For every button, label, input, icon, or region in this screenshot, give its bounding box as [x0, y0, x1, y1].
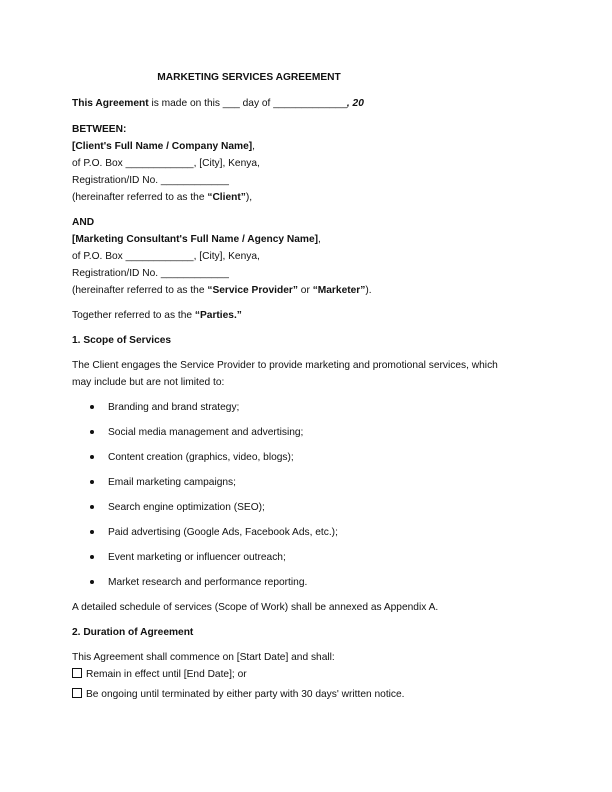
provider-ref-prefix: (hereinafter referred to as the	[72, 285, 208, 296]
provider-reference	[72, 284, 372, 297]
bullet-dot	[90, 430, 94, 434]
intro-text: is made on this ___ day of _____________	[148, 98, 347, 109]
list-item: Email marketing campaigns;	[108, 477, 236, 488]
bullet-dot	[90, 455, 94, 459]
intro-year: , 20	[346, 98, 364, 109]
intro-line	[72, 97, 364, 110]
provider-ref-bold-1: “Service Provider”	[207, 285, 298, 296]
document-title: MARKETING SERVICES AGREEMENT	[157, 72, 341, 83]
provider-registration: Registration/ID No. ____________	[72, 268, 229, 279]
bullet-dot	[90, 555, 94, 559]
bullet-dot	[90, 480, 94, 484]
bullet-dot	[90, 580, 94, 584]
checkbox-icon[interactable]	[72, 688, 82, 698]
client-reference	[72, 191, 252, 204]
provider-name-suffix: ,	[318, 234, 321, 245]
section1-heading: 1. Scope of Services	[72, 335, 172, 346]
section2-heading: 2. Duration of Agreement	[72, 627, 194, 638]
list-item: Search engine optimization (SEO);	[108, 502, 265, 513]
duration-option-2[interactable]	[72, 688, 405, 701]
list-item: Branding and brand strategy;	[108, 402, 240, 413]
client-ref-bold: “Client”	[207, 192, 246, 203]
client-ref-prefix: (hereinafter referred to as the	[72, 192, 208, 203]
intro-bold-lead: This Agreement	[72, 98, 149, 109]
client-ref-suffix: ),	[245, 192, 253, 203]
and-label: AND	[72, 217, 95, 228]
list-item: Content creation (graphics, video, blogs);	[108, 452, 294, 463]
client-po-box: of P.O. Box ____________, [City], Kenya,	[72, 158, 260, 169]
section2-para: This Agreement shall commence on [Start Date] and shall:	[72, 652, 335, 663]
provider-name: [Marketing Consultant's Full Name / Agency Name]	[72, 234, 319, 245]
client-name-suffix: ,	[252, 141, 256, 152]
provider-ref-suffix: ).	[365, 285, 372, 296]
list-item: Social media management and advertising;	[108, 427, 304, 438]
duration-option-1[interactable]	[72, 668, 247, 681]
provider-po-box: of P.O. Box ____________, [City], Kenya,	[72, 251, 260, 262]
list-item: Market research and performance reporting.	[108, 577, 308, 588]
parties-bold: “Parties.”	[194, 310, 242, 321]
client-name-line	[72, 140, 255, 153]
section1-para-line1: The Client engages the Service Provider to provide marketing and promotional services, which	[72, 360, 498, 371]
bullet-dot	[90, 530, 94, 534]
between-label: BETWEEN:	[72, 124, 127, 135]
appendix-note: A detailed schedule of services (Scope of Work) shall be annexed as Appendix A.	[72, 602, 439, 613]
client-name: [Client's Full Name / Company Name]	[72, 141, 253, 152]
provider-name-line	[72, 233, 321, 246]
provider-ref-bold-2: “Marketer”	[312, 285, 366, 296]
bullet-dot	[90, 405, 94, 409]
checkbox-icon[interactable]	[72, 668, 82, 678]
provider-ref-or: or	[297, 285, 313, 296]
parties-line	[72, 309, 242, 322]
bullet-dot	[90, 505, 94, 509]
list-item: Event marketing or influencer outreach;	[108, 552, 286, 563]
list-item: Paid advertising (Google Ads, Facebook Ads, etc.);	[108, 527, 338, 538]
section1-para-line2: may include but are not limited to:	[72, 377, 225, 388]
duration-option-2-label: Be ongoing until terminated by either party with 30 days' written notice.	[86, 689, 405, 700]
duration-option-1-label: Remain in effect until [End Date]; or	[86, 669, 247, 680]
parties-prefix: Together referred to as the	[72, 310, 195, 321]
client-registration: Registration/ID No. ____________	[72, 175, 229, 186]
